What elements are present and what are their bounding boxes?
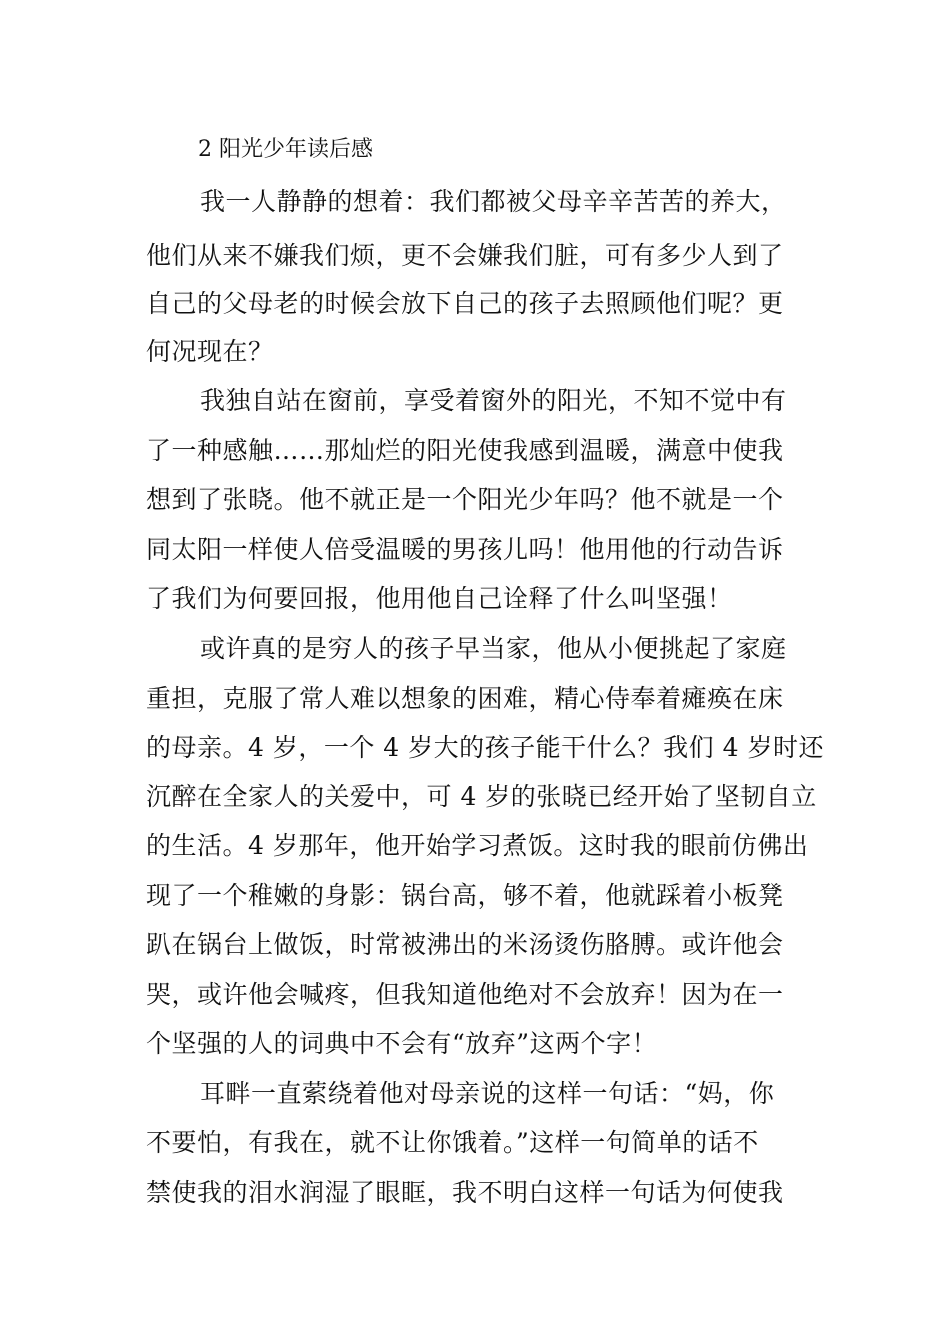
paragraph-3-line-2: 重担，克服了常人难以想象的困难，精心侍奉着瘫痪在床 — [146, 684, 784, 713]
paragraph-2-line-4: 同太阳一样使人倍受温暖的男孩儿吗！他用他的行动告诉 — [146, 535, 784, 564]
paragraph-3-line-9: 个坚强的人的词典中不会有“放弃”这两个字！ — [146, 1029, 658, 1058]
paragraph-3-line-5: 的生活。4 岁那年，他开始学习煮饭。这时我的眼前仿佛出 — [146, 831, 809, 860]
paragraph-2-line-3: 想到了张晓。他不就正是一个阳光少年吗？他不就是一个 — [146, 485, 784, 514]
paragraph-3-line-7: 趴在锅台上做饭，时常被沸出的米汤烫伤胳膊。或许他会 — [146, 930, 784, 959]
paragraph-1-line-4: 何况现在？ — [146, 337, 274, 366]
paragraph-4-line-2: 不要怕，有我在，就不让你饿着。”这样一句简单的话不 — [146, 1128, 759, 1157]
document-title: 2 阳光少年读后感 — [198, 137, 373, 162]
paragraph-2-line-1: 我独自站在窗前，享受着窗外的阳光，不知不觉中有 — [200, 386, 787, 415]
paragraph-3-line-3: 的母亲。4 岁，一个 4 岁大的孩子能干什么？我们 4 岁时还 — [146, 733, 824, 762]
paragraph-2-line-2: 了一种感触……那灿烂的阳光使我感到温暖，满意中使我 — [146, 436, 784, 465]
paragraph-4-line-1: 耳畔一直萦绕着他对母亲说的这样一句话：“妈，你 — [200, 1079, 775, 1108]
paragraph-3-line-6: 现了一个稚嫩的身影：锅台高，够不着，他就踩着小板凳 — [146, 881, 784, 910]
paragraph-1-line-2: 他们从来不嫌我们烦，更不会嫌我们脏，可有多少人到了 — [146, 241, 784, 270]
paragraph-2-line-5: 了我们为何要回报，他用他自己诠释了什么叫坚强！ — [146, 584, 733, 613]
paragraph-3-line-4: 沉醉在全家人的关爱中，可 4 岁的张晓已经开始了坚韧自立 — [146, 782, 817, 811]
paragraph-4-line-3: 禁使我的泪水润湿了眼眶，我不明白这样一句话为何使我 — [146, 1178, 784, 1207]
paragraph-1-line-3: 自己的父母老的时候会放下自己的孩子去照顾他们呢？更 — [146, 289, 784, 318]
paragraph-3-line-8: 哭，或许他会喊疼，但我知道他绝对不会放弃！因为在一 — [146, 980, 784, 1009]
paragraph-1-line-1: 我一人静静的想着：我们都被父母辛辛苦苦的养大， — [200, 187, 787, 216]
paragraph-3-line-1: 或许真的是穷人的孩子早当家，他从小便挑起了家庭 — [200, 634, 787, 663]
